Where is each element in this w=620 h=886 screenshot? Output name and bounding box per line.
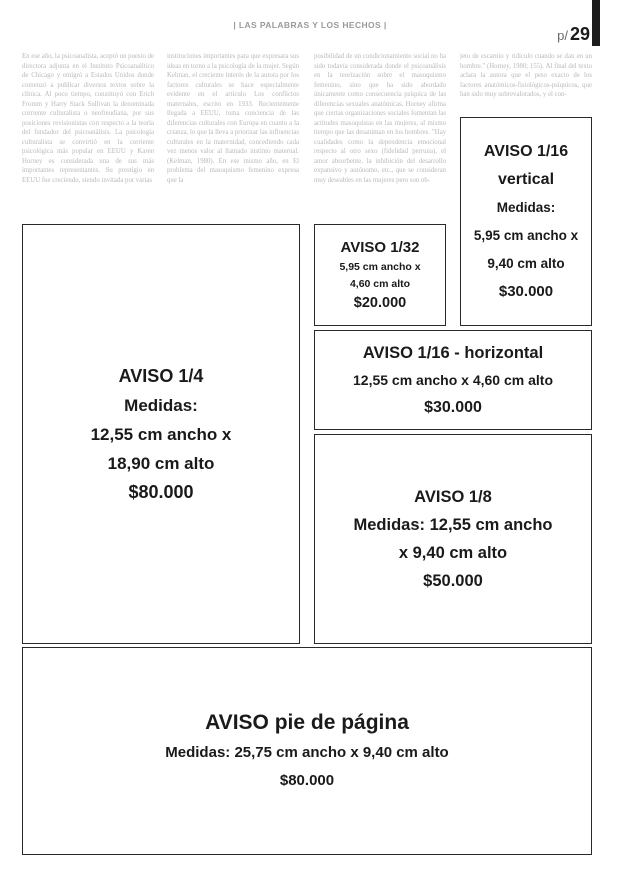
- ad-width: 12,55 cm ancho x: [90, 424, 232, 444]
- ad-price: $50.000: [423, 572, 483, 590]
- text-column-1: [22, 52, 154, 212]
- ad-size-line-1: Medidas: 12,55 cm ancho: [353, 516, 553, 534]
- ad-title: AVISO pie de página: [205, 711, 409, 734]
- column-text: En ese año, la psicoanalista, aceptó un puesto de directora adjunta en el Instituto Psicoanalítico de Chicago y emigró a Estados Unidos donde comenzó a publicar diversos textos sobre la clínica. Al poco tiempo, constituyó con Erich Fromm y Harry Stack Sullivan la denominada corriente culturalista o neofreudiana, por sus posiciones revisionistas con respecto a la teoría del fundador del psicoanálisis. La psicología culturalista se convirtió en la corriente psicológica más popular en EEUU y Karen Horney es considerada una de sus más importantes representantes. Su prestigio en EEUU fue creciendo, siendo invitada por varias: [22, 53, 154, 184]
- ad-price: $80.000: [128, 481, 194, 502]
- ad-price: $30.000: [424, 398, 482, 416]
- text-column-4: [460, 52, 592, 108]
- page-prefix: p/: [557, 28, 568, 43]
- ad-title: AVISO 1/4: [118, 365, 204, 386]
- ad-subtitle: vertical: [497, 170, 555, 188]
- ad-price: $80.000: [279, 772, 335, 789]
- ad-height: 9,40 cm alto: [487, 255, 565, 271]
- ad-size-label: Medidas:: [124, 395, 198, 415]
- ad-width: 5,95 cm ancho x: [339, 261, 421, 273]
- column-text: jeto de escarnio y ridículo cuando se dan en un hombre." (Horney, 1980; 155). Al final del texto aclara la autora que el peso exacto de los factores anatómicos-fisiológicos-psíquicos, que han sido muy sobrevalorados, y el con-: [460, 53, 592, 98]
- column-text: instituciones importantes para que expresara sus ideas en torno a la psicología de la mujer. Según Kelman, el creciente interés de la autora por los factores culturales se hace especialmente evidente en el artículo Los conflictos maternales, escrito en 1933. Recientemente llegada a EEUU, toma conciencia de las diferencias culturales con Europa en cuanto a la crianza, lo que la lleva a priorizar las influencias culturales en la maternidad, concediendo cada vez menos valor al llamado instinto maternal. (Kelman, 1980). En ese mismo año, en El problema del masoquismo femenino expresa que la: [167, 53, 299, 184]
- ad-box-1-16-vertical: [460, 117, 592, 326]
- ad-title: AVISO 1/16: [483, 142, 569, 160]
- ad-title: AVISO 1/8: [414, 488, 492, 506]
- page-number: [557, 24, 590, 45]
- page-edge-bar: [592, 0, 600, 46]
- ad-box-1-4: [22, 224, 300, 644]
- ad-box-1-32: [314, 224, 446, 326]
- ad-box-1-16-horizontal: [314, 330, 592, 430]
- ad-height: 4,60 cm alto: [349, 278, 411, 290]
- ad-size: Medidas: 25,75 cm ancho x 9,40 cm alto: [165, 744, 449, 761]
- text-column-2: [167, 52, 299, 220]
- section-header: | LAS PALABRAS Y LOS HECHOS |: [233, 20, 387, 30]
- ad-box-footer: [22, 647, 592, 855]
- ad-width: 5,95 cm ancho x: [473, 227, 579, 243]
- page-number-value: 29: [569, 24, 590, 44]
- ad-size: 12,55 cm ancho x 4,60 cm alto: [353, 371, 553, 388]
- ad-size-label: Medidas:: [496, 199, 556, 215]
- ad-title: AVISO 1/16 - horizontal: [362, 343, 544, 362]
- ad-size-line-2: x 9,40 cm alto: [398, 544, 508, 562]
- column-text: posibilidad de un condicionamiento social no ha sido todavía considerada donde el psicoanálisis en la teorización sobre el masoquismo femenino, sino que ha sido abordado únicamente como consecuencia psíquica de las diferencias sexuales anatómicas. Horney afirma que ciertas organizaciones sociales fomentan las actitudes masoquistas en las mujeres, al mismo tiempo que las desaniman en los hombres. "Hay cualidades como la dependencia emocional respecto al otro sexo (fidelidad perruna), el amor absorbente, la inhibición del desarrollo expansivo y autónomo, etc., que se consideran muy deseables en las mujeres pero son ob-: [314, 53, 446, 184]
- ad-title: AVISO 1/32: [340, 239, 420, 256]
- text-column-3: [314, 52, 446, 214]
- ad-box-1-8: [314, 434, 592, 644]
- ad-height: 18,90 cm alto: [107, 453, 215, 473]
- ad-price: $20.000: [353, 295, 407, 311]
- ad-price: $30.000: [498, 282, 554, 300]
